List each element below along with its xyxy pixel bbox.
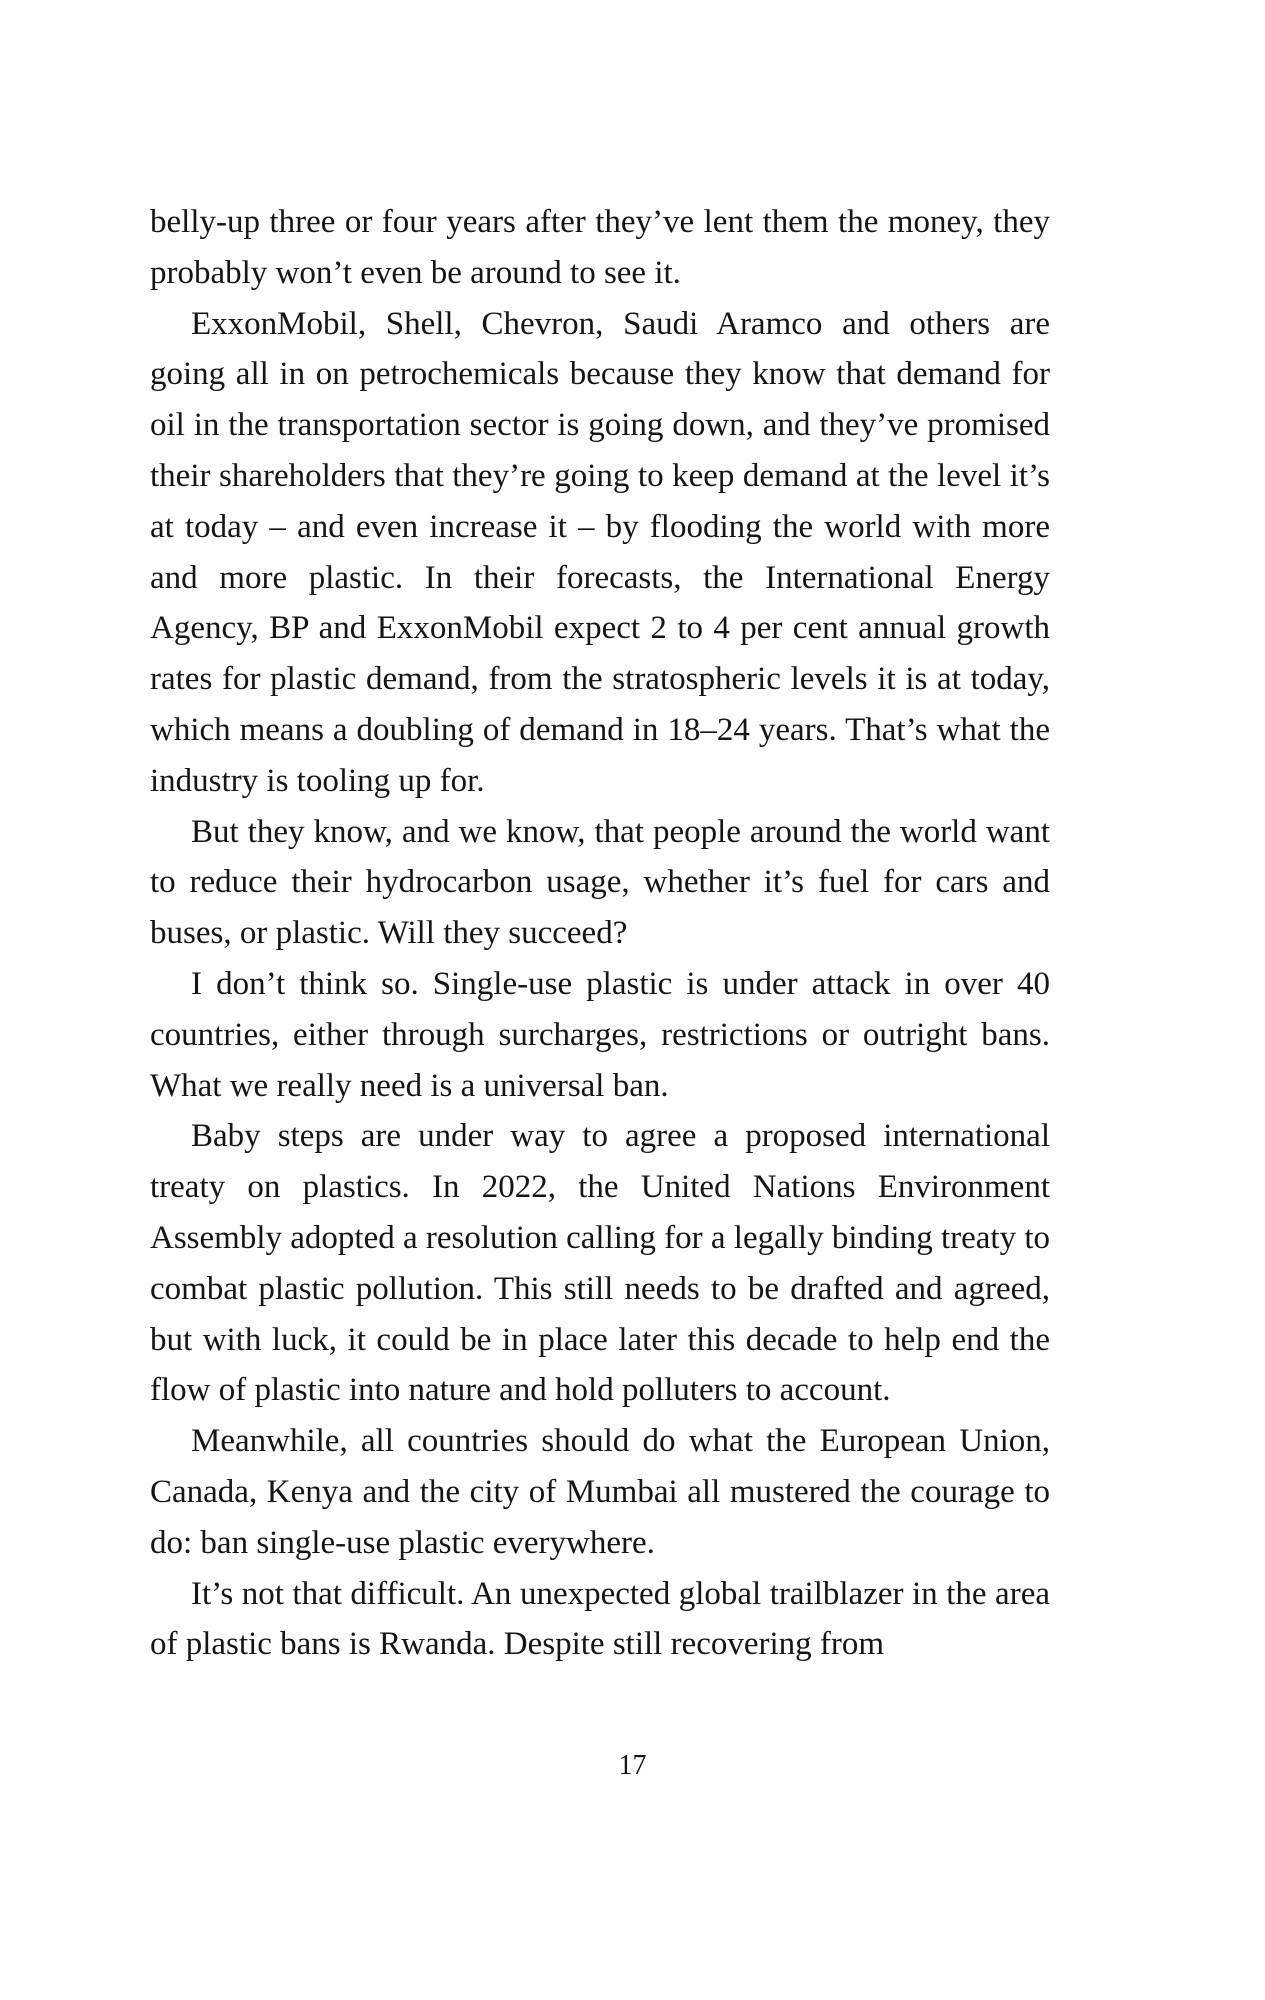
paragraph-ban-everywhere: Meanwhile, all countries should do what the European Union, Canada, Kenya and the city of Mumbai all mustered the courage to do: ban single-use plastic everywhere. bbox=[150, 1423, 1050, 1561]
paragraph-hydrocarbon-usage: But they know, and we know, that people around the world want to reduce their hydrocarbon usage, whether it’s fuel for cars and buses, or plastic. Will they succeed? bbox=[150, 813, 1050, 952]
paragraph-petrochemicals: ExxonMobil, Shell, Chevron, Saudi Aramco and others are going all in on petrochemicals because they know that demand for oil in the transportation sector is going down, and they’ve promised their shareholders that they’re going to keep demand at the level it’s at today – and even increase it – by flooding the world with more and more plastic. In their forecasts, the International Energy Agency, BP and ExxonMobil expect 2 to 4 per cent annual growth rates for plastic demand, from the stratospheric levels it is at today, which means a doubling of demand in 18–24 years. That’s what the industry is tooling up for. bbox=[150, 305, 1050, 799]
paragraph-single-use-plastic: I don’t think so. Single-use plastic is under attack in over 40 countries, either through surcharges, restrictions or outright bans. What we really need is a universal ban. bbox=[150, 965, 1050, 1104]
body-text bbox=[150, 197, 1050, 1670]
paragraph-continuation: belly-up three or four years after they’ve lent them the money, they probably won’t even be around to see it. bbox=[150, 204, 1050, 291]
page-number: 17 bbox=[618, 1750, 647, 1781]
paragraph-rwanda: It’s not that difficult. An unexpected global trailblazer in the area of plastic bans is Rwanda. Despite still recovering from bbox=[150, 1575, 1050, 1663]
paragraph-treaty: Baby steps are under way to agree a proposed international treaty on plastics. In 2022, the United Nations Environment Assembly adopted a resolution calling for a legally binding treaty to combat plastic pollution. This still needs to be drafted and agreed, but with luck, it could be in place later this decade to help end the flow of plastic into nature and hold polluters to account. bbox=[150, 1118, 1050, 1409]
